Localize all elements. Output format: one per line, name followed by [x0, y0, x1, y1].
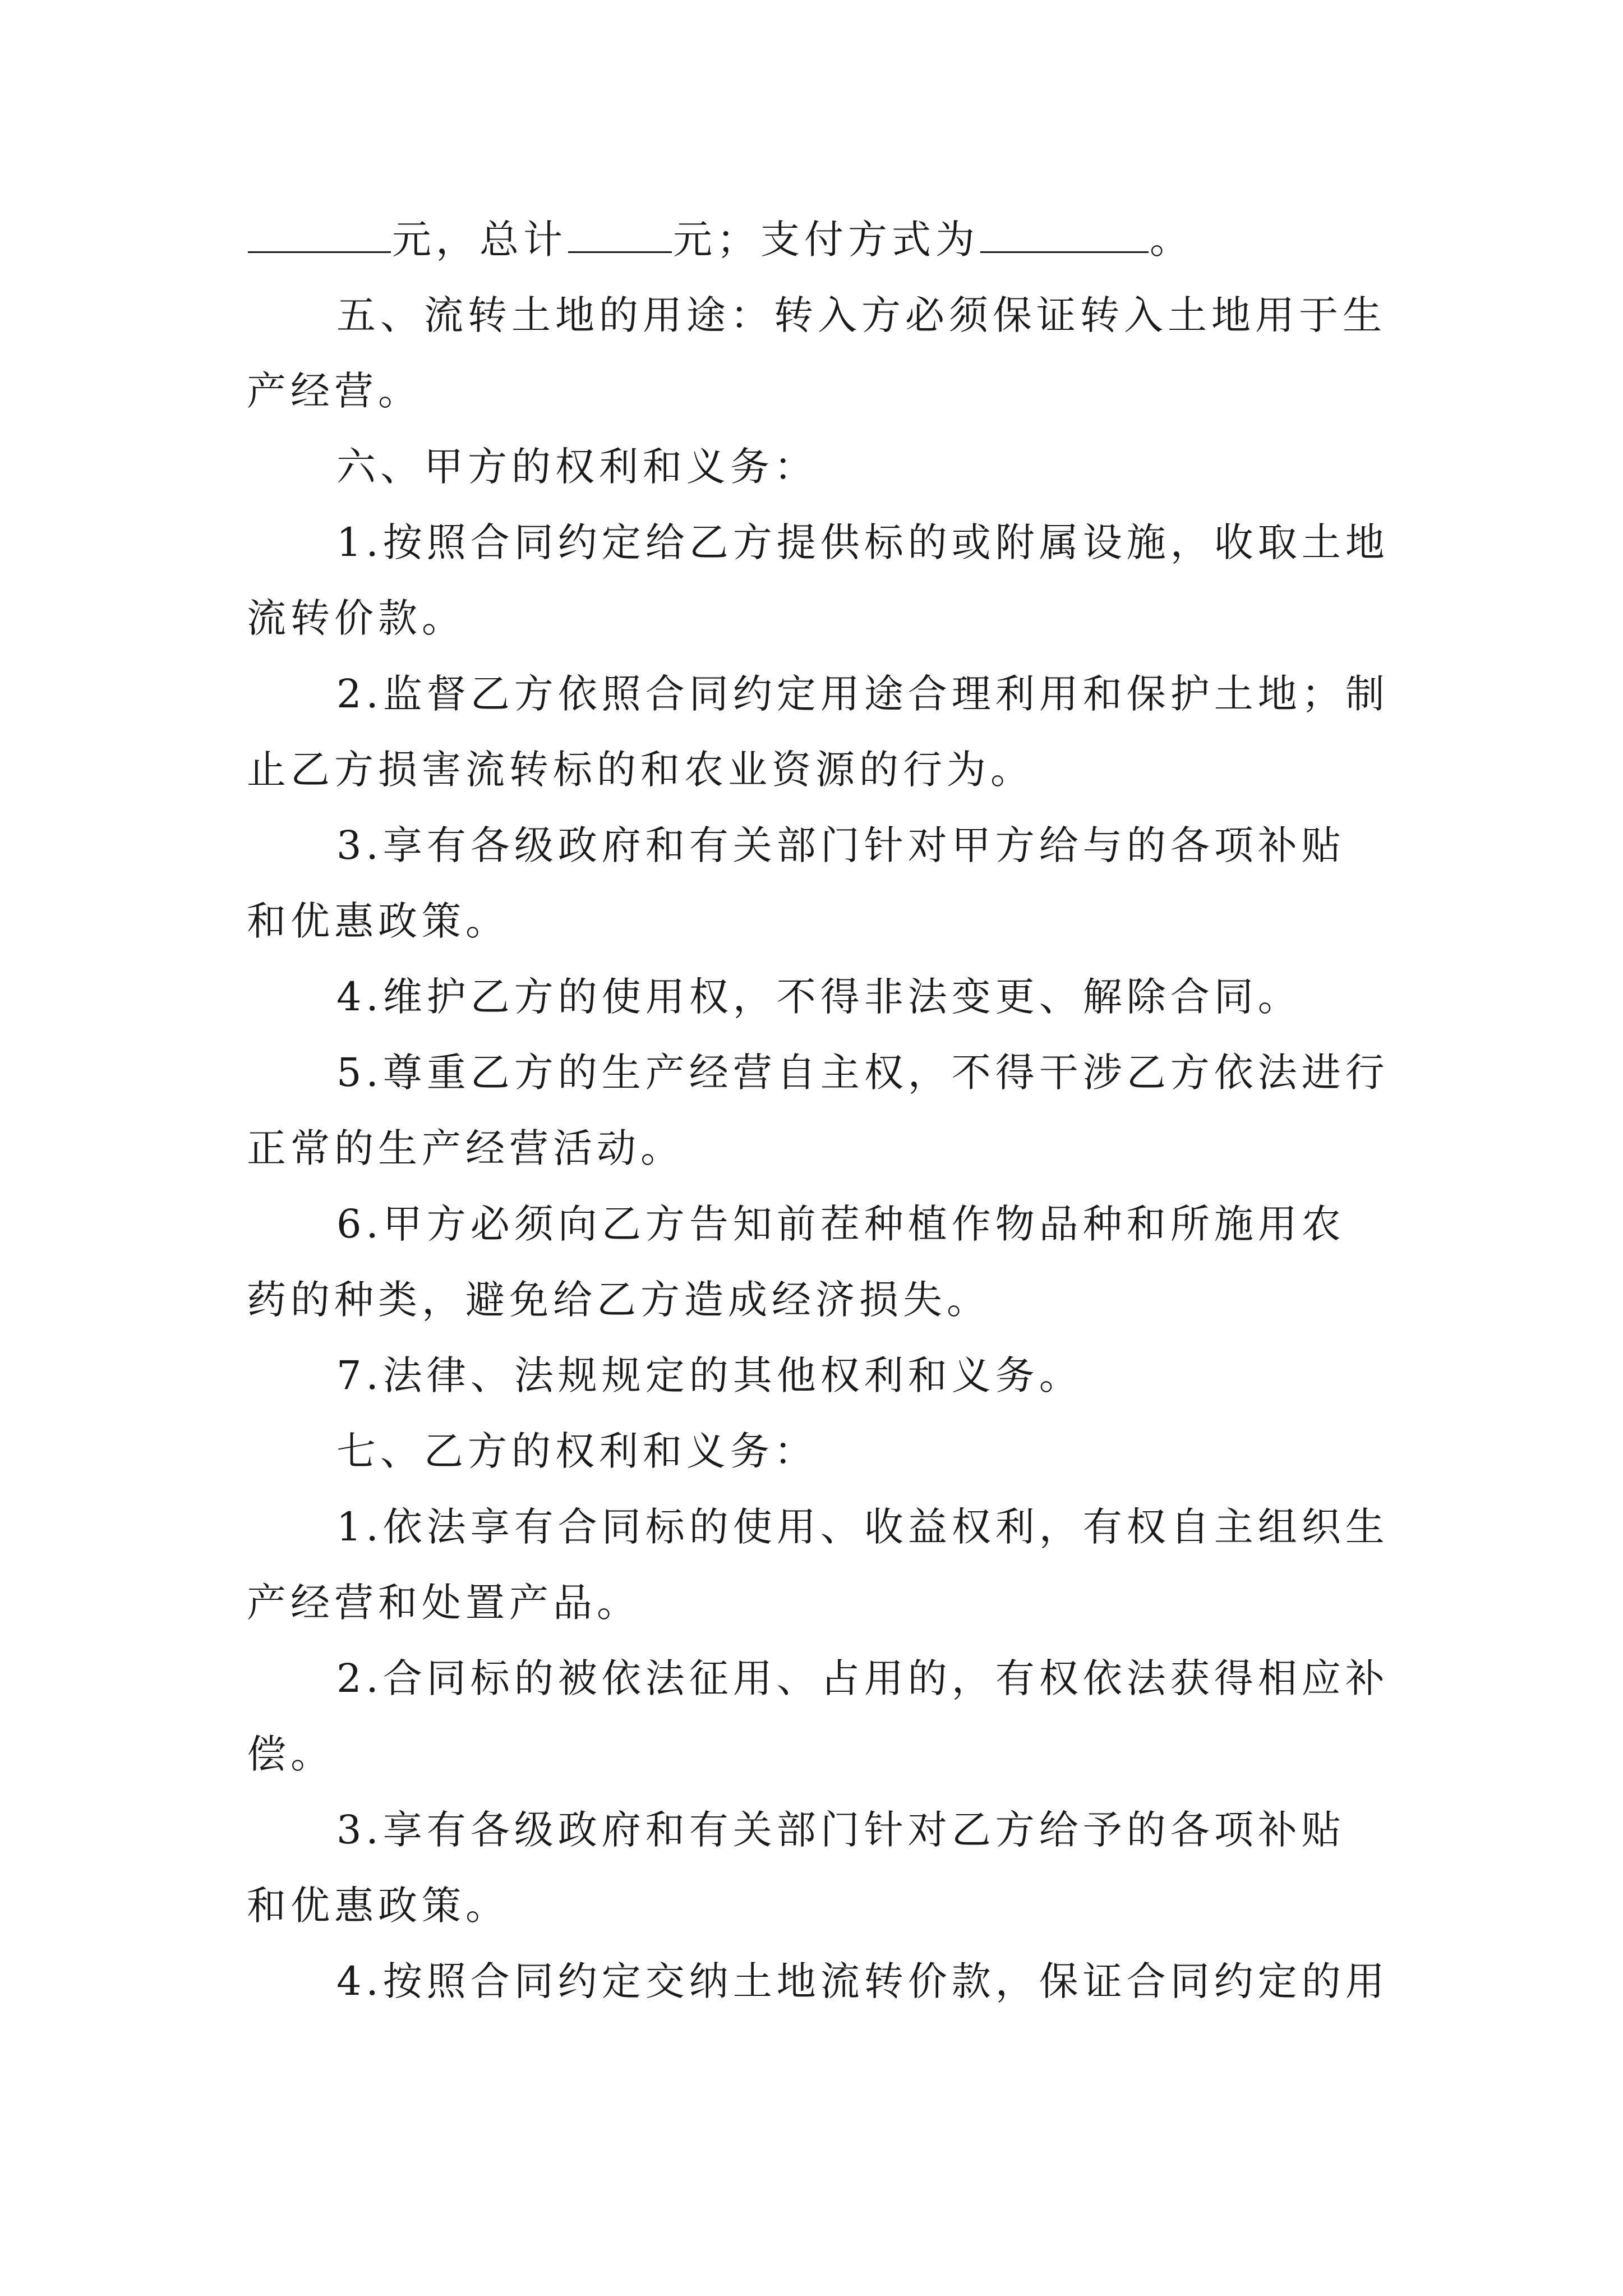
section-6-item-6: 6.甲方必须向乙方告知前茬种植作物品种和所施用农	[336, 1201, 1345, 1247]
section-7-item-1-cont: 产经营和处置产品。	[247, 1580, 640, 1626]
section-7-item-3-cont: 和优惠政策。	[247, 1883, 509, 1929]
payment-text-3: 。	[1150, 217, 1193, 263]
section-5-continuation: 产经营。	[247, 368, 422, 414]
payment-text-2: 元；支付方式为	[673, 217, 979, 263]
section-6-heading: 六、甲方的权利和义务：	[336, 444, 818, 490]
section-6-item-5: 5.尊重乙方的生产经营自主权，不得干涉乙方依法进行	[336, 1050, 1389, 1096]
section-6-item-1: 1.按照合同约定给乙方提供标的或附属设施，收取土地	[336, 519, 1389, 565]
payment-text-1: 元，总计	[392, 217, 567, 263]
section-7-heading: 七、乙方的权利和义务：	[336, 1428, 818, 1474]
section-7-item-2-cont: 偿。	[247, 1731, 334, 1777]
section-6-item-4: 4.维护乙方的使用权，不得非法变更、解除合同。	[336, 974, 1302, 1020]
total-blank[interactable]	[568, 218, 672, 253]
payment-line	[247, 209, 1193, 270]
section-6-item-2-cont: 止乙方损害流转标的和农业资源的行为。	[247, 747, 1034, 793]
section-7-item-2: 2.合同标的被依法征用、占用的，有权依法获得相应补	[336, 1655, 1389, 1701]
amount-blank[interactable]	[248, 218, 391, 253]
section-7-item-3: 3.享有各级政府和有关部门针对乙方给予的各项补贴	[336, 1807, 1345, 1853]
section-6-item-3-cont: 和优惠政策。	[247, 898, 509, 944]
section-6-item-5-cont: 正常的生产经营活动。	[247, 1125, 684, 1171]
payment-method-blank[interactable]	[980, 218, 1149, 253]
section-6-item-3: 3.享有各级政府和有关部门针对甲方给与的各项补贴	[336, 822, 1345, 868]
section-6-item-7: 7.法律、法规规定的其他权利和义务。	[336, 1352, 1083, 1398]
section-6-item-2: 2.监督乙方依照合同约定用途合理利用和保护土地；制	[336, 671, 1389, 717]
section-6-item-1-cont: 流转价款。	[247, 595, 465, 641]
section-5-heading: 五、流转土地的用途：转入方必须保证转入土地用于生	[336, 292, 1386, 338]
section-7-item-1: 1.依法享有合同标的使用、收益权利，有权自主组织生	[336, 1504, 1389, 1550]
section-7-item-4: 4.按照合同约定交纳土地流转价款，保证合同约定的用	[336, 1958, 1389, 2004]
section-6-item-6-cont: 药的种类，避免给乙方造成经济损失。	[247, 1277, 990, 1323]
